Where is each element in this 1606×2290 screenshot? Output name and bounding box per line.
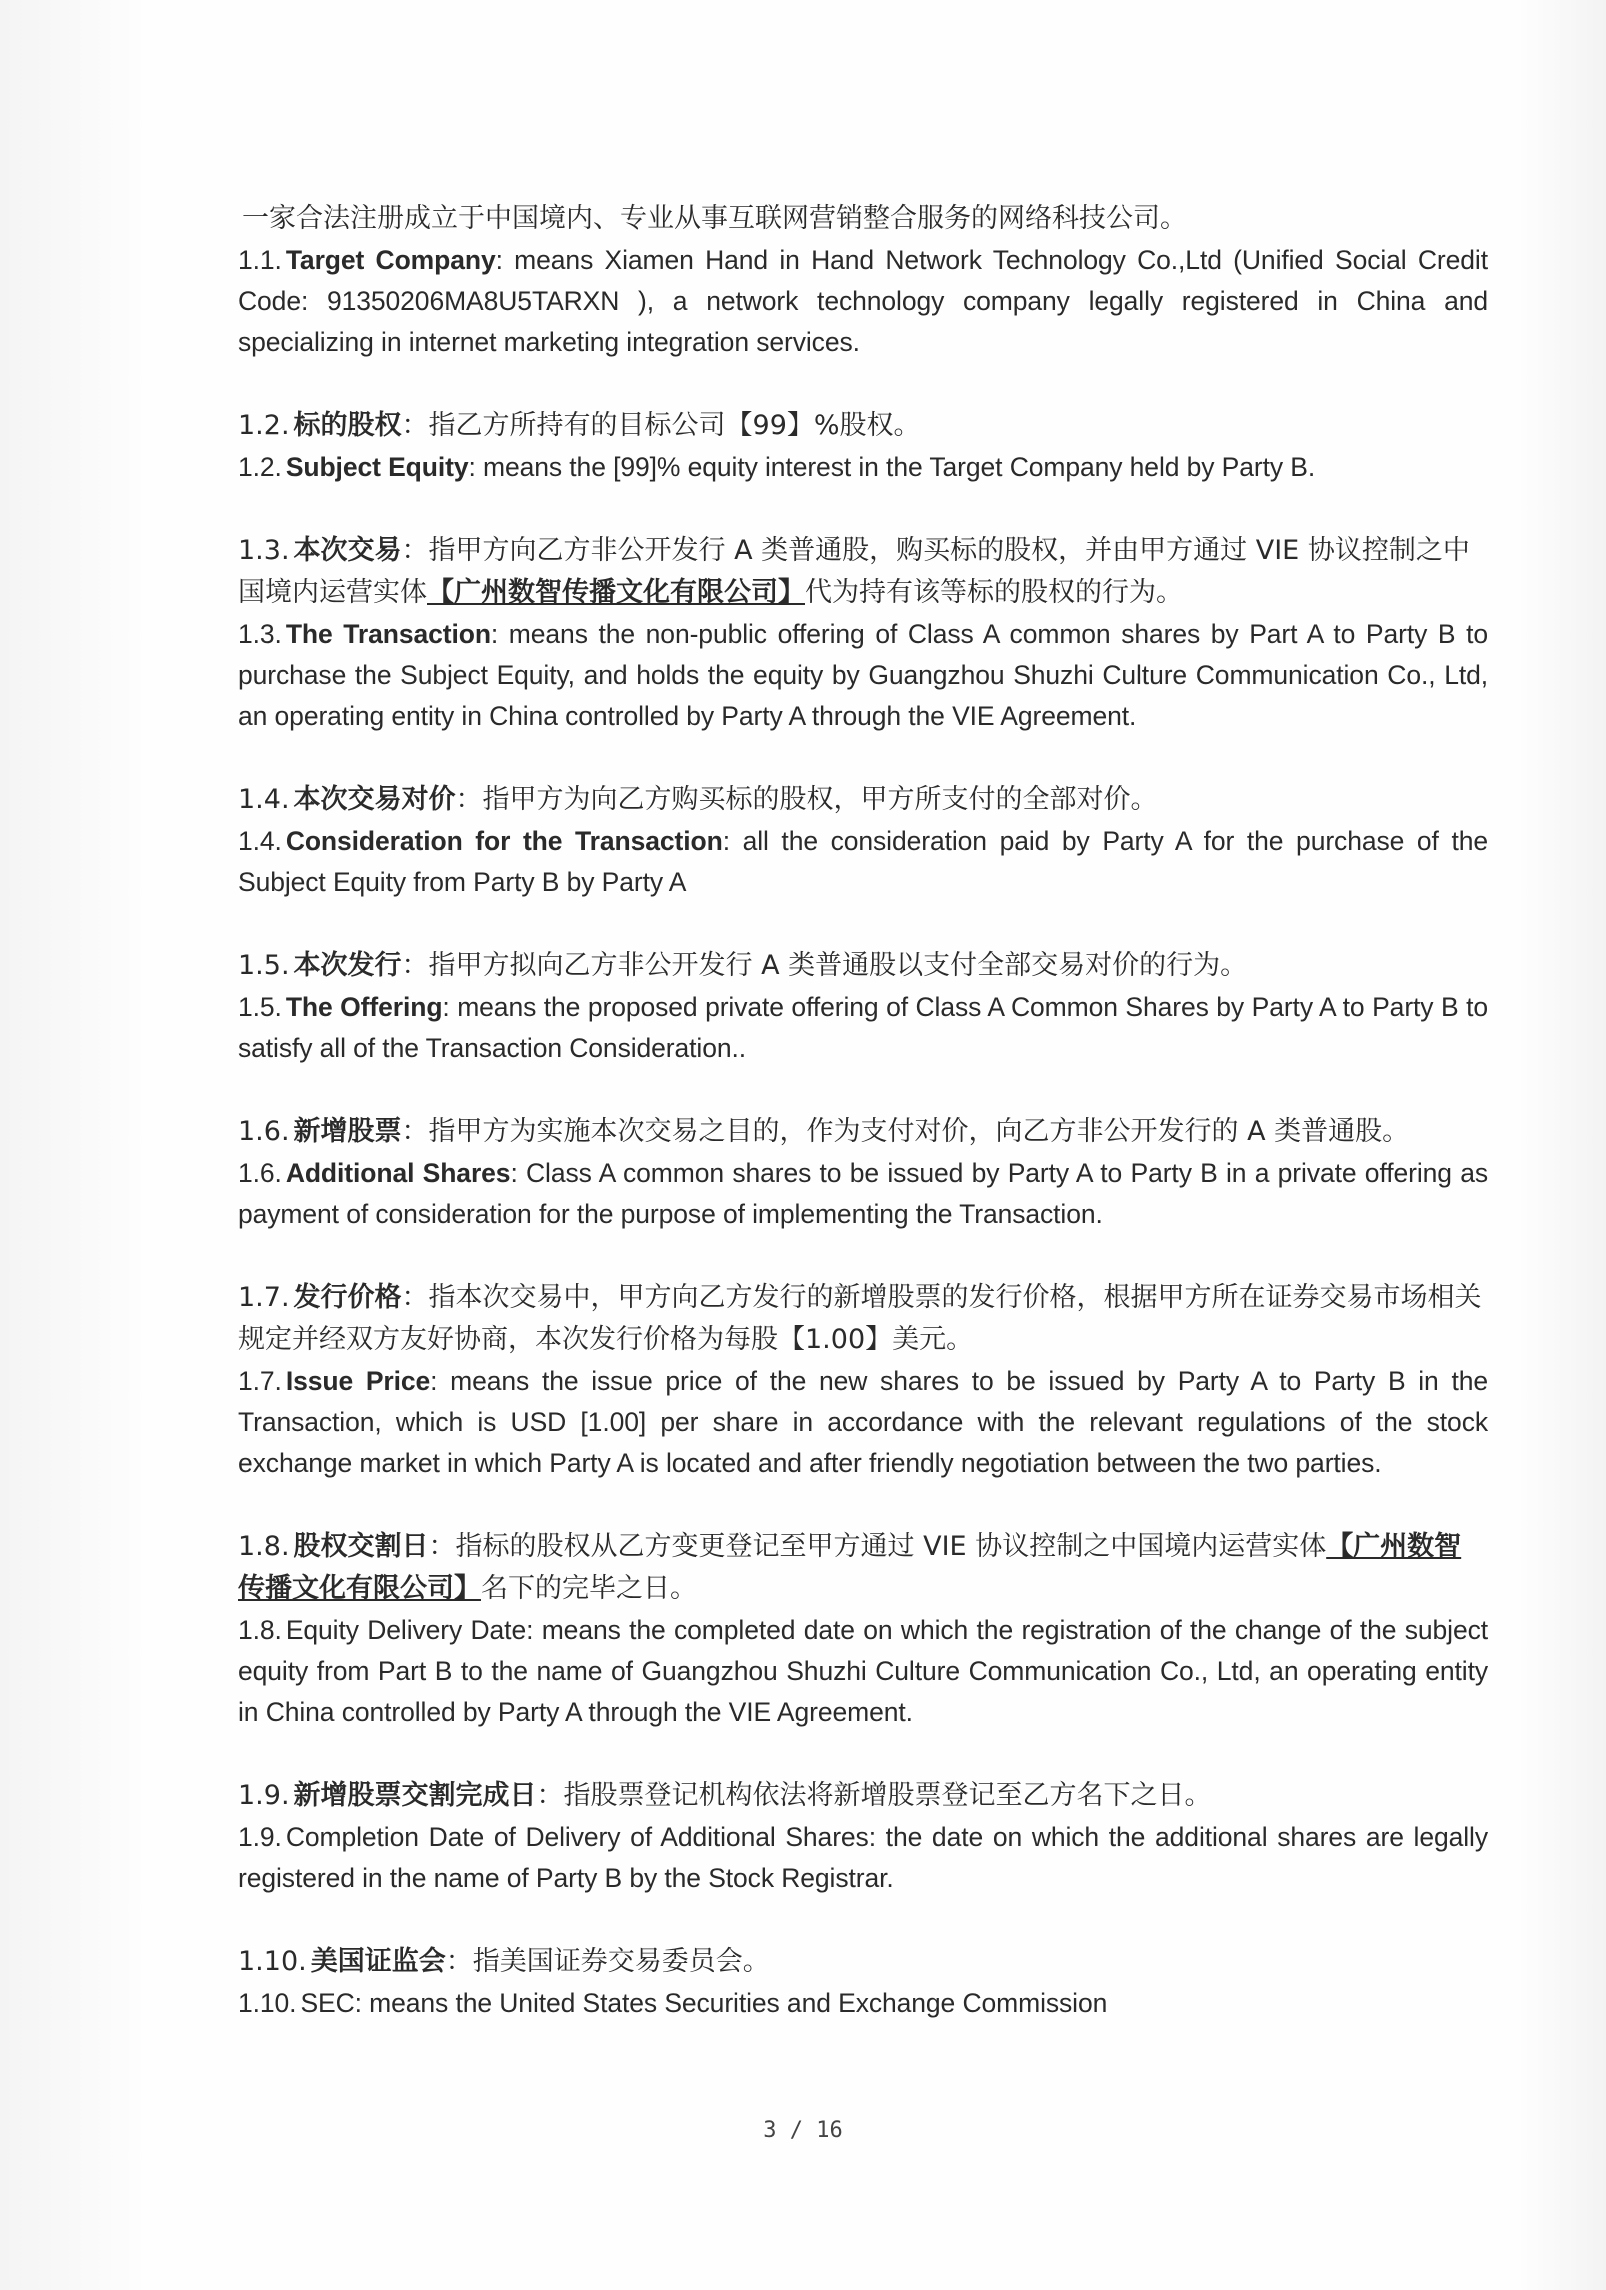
clause-number: 1.5.	[238, 992, 282, 1022]
definition-text: : means the proposed private offering of Class A Common Shares by Party A to Party B to satisfy all of the Transaction Consideration..	[238, 992, 1488, 1063]
clause-1-4	[238, 779, 1488, 903]
clause-number: 1.3.	[238, 619, 282, 649]
defined-term: 美国证监会	[310, 1946, 446, 1977]
clause-1-4-en	[238, 821, 1488, 903]
entity-name-underlined: 【广州数智传播文化有限公司】	[238, 1531, 1462, 1604]
defined-term: 发行价格	[293, 1282, 402, 1313]
definition-text: ：指标的股权从乙方变更登记至甲方通过 VIE 协议控制之中国境内运营实体	[428, 1531, 1327, 1562]
clause-1-10	[238, 1941, 1488, 2024]
clause-number: 1.4.	[238, 784, 290, 815]
definition-text: : means the issue price of the new shares to be issued by Party A to Party B in the Transaction, which is USD [1.00] per share in accordance with the relevant regulations of the stock exchange market in which Party A is located and after friendly negotiation between the two parties.	[238, 1366, 1488, 1478]
definition-text: SEC: means the United States Securities and Exchange Commission	[300, 1988, 1108, 2018]
defined-term: Target Company	[285, 245, 496, 275]
definition-text-tail: 名下的完毕之日。	[481, 1573, 697, 1604]
clause-number: 1.3.	[238, 535, 290, 566]
definition-text: Completion Date of Delivery of Additional Shares: the date on which the additional shares are legally registered in the name of Party B by the Stock Registrar.	[238, 1822, 1488, 1893]
clause-number: 1.4.	[238, 826, 282, 856]
definition-text: ：指本次交易中，甲方向乙方发行的新增股票的发行价格，根据甲方所在证券交易市场相关规定并经双方友好协商，本次发行价格为每股【1.00】美元。	[238, 1282, 1482, 1355]
clause-1-1-en	[238, 240, 1488, 363]
defined-term: 新增股票	[293, 1116, 402, 1147]
clause-number: 1.9.	[238, 1780, 290, 1811]
definition-text: ：指美国证券交易委员会。	[445, 1946, 770, 1977]
clause-1-8-en	[238, 1610, 1488, 1733]
clause-1-5-en	[238, 987, 1488, 1069]
clause-number: 1.2.	[238, 452, 282, 482]
clause-1-6-en	[238, 1153, 1488, 1235]
clause-number: 1.10.	[238, 1988, 297, 2018]
clause-1-3-zh	[238, 530, 1488, 614]
clause-number: 1.1.	[238, 245, 282, 275]
clause-1-6	[238, 1111, 1488, 1235]
clause-number: 1.6.	[238, 1116, 290, 1147]
definition-text-tail: 代为持有该等标的股权的行为。	[805, 577, 1183, 608]
definition-text: ：指甲方为实施本次交易之目的，作为支付对价，向乙方非公开发行的 A 类普通股。	[401, 1116, 1410, 1147]
clause-number: 1.9.	[238, 1822, 282, 1852]
scan-shadow-right	[1516, 0, 1606, 2290]
clause-number: 1.2.	[238, 410, 290, 441]
clause-1-1	[238, 240, 1488, 363]
defined-term: 本次交易对价	[293, 784, 456, 815]
clause-1-9-en	[238, 1817, 1488, 1899]
defined-term: Subject Equity	[285, 452, 469, 482]
definition-text: Equity Delivery Date: means the completed date on which the registration of the change of the subject equity from Part B to the name of Guangzhou Shuzhi Culture Communication Co., Ltd, an operating entity in China controlled by Party A through the VIE Agreement.	[238, 1615, 1488, 1727]
defined-term: 标的股权	[293, 410, 402, 441]
definition-text: : means the non-public offering of Class A common shares by Part A to Party B to purchase the Subject Equity, and holds the equity by Guangzhou Shuzhi Culture Communication Co., Ltd, an operating entity in China controlled by Party A through the VIE Agreement.	[238, 619, 1488, 731]
defined-term: The Offering	[285, 992, 443, 1022]
clause-1-4-zh	[238, 779, 1488, 821]
defined-term: The Transaction	[285, 619, 491, 649]
clause-1-2-zh	[238, 405, 1488, 447]
clause-1-5	[238, 945, 1488, 1069]
defined-term: Consideration for the Transaction	[285, 826, 723, 856]
entity-name-underlined: 【广州数智传播文化有限公司】	[427, 577, 805, 608]
definition-text: : means the [99]% equity interest in the Target Company held by Party B.	[468, 452, 1316, 482]
clause-1-2	[238, 405, 1488, 488]
clause-number: 1.7.	[238, 1282, 290, 1313]
defined-term: 本次发行	[293, 950, 402, 981]
defined-term: 股权交割日	[293, 1531, 429, 1562]
intro-paragraph-zh: 一家合法注册成立于中国境内、专业从事互联网营销整合服务的网络科技公司。	[242, 203, 1187, 234]
clause-1-3	[238, 530, 1488, 737]
clause-number: 1.8.	[238, 1615, 282, 1645]
defined-term: 新增股票交割完成日	[293, 1780, 537, 1811]
definition-text: ：指甲方向乙方非公开发行 A 类普通股，购买标的股权，并由甲方通过 VIE 协议控制之中国境内运营实体	[238, 535, 1470, 608]
clause-number: 1.10.	[238, 1946, 307, 1977]
scan-shadow-left	[0, 0, 150, 2290]
clause-number: 1.8.	[238, 1531, 290, 1562]
page-number: 3 / 16	[763, 2118, 843, 2143]
definition-text: ：指乙方所持有的目标公司【99】%股权。	[401, 410, 921, 441]
clause-1-7-en	[238, 1361, 1488, 1484]
defined-term: Issue Price	[285, 1366, 431, 1396]
clause-1-7-zh	[238, 1277, 1488, 1361]
clause-number: 1.6.	[238, 1158, 282, 1188]
clause-1-8	[238, 1526, 1488, 1733]
definition-text: ：指甲方为向乙方购买标的股权，甲方所支付的全部对价。	[455, 784, 1158, 815]
definition-text: ：指股票登记机构依法将新增股票登记至乙方名下之日。	[536, 1780, 1212, 1811]
definition-text: : all the consideration paid by Party A for the purchase of the Subject Equity from Party B by Party A	[238, 826, 1488, 897]
definition-text: : Class A common shares to be issued by Party A to Party B in a private offering as payment of consideration for the purpose of implementing the Transaction.	[238, 1158, 1488, 1229]
clause-1-2-en	[238, 447, 1488, 488]
defined-term: 本次交易	[293, 535, 402, 566]
clause-number: 1.5.	[238, 950, 290, 981]
clause-1-5-zh	[238, 945, 1488, 987]
clause-1-10-en	[238, 1983, 1488, 2024]
clause-number: 1.7.	[238, 1366, 282, 1396]
document-body	[238, 198, 1488, 2024]
clause-1-10-zh	[238, 1941, 1488, 1983]
definition-text: : means Xiamen Hand in Hand Network Technology Co.,Ltd (Unified Social Credit Code: 91350206MA8U5TARXN ), a network technology company legally registered in China and specializing in internet marketing integration services.	[238, 245, 1488, 357]
clause-1-6-zh	[238, 1111, 1488, 1153]
clause-1-9	[238, 1775, 1488, 1899]
clause-1-7	[238, 1277, 1488, 1484]
defined-term: Additional Shares	[285, 1158, 511, 1188]
clause-1-9-zh	[238, 1775, 1488, 1817]
clause-1-8-zh	[238, 1526, 1488, 1610]
definition-text: ：指甲方拟向乙方非公开发行 A 类普通股以支付全部交易对价的行为。	[401, 950, 1248, 981]
clause-1-3-en	[238, 614, 1488, 737]
